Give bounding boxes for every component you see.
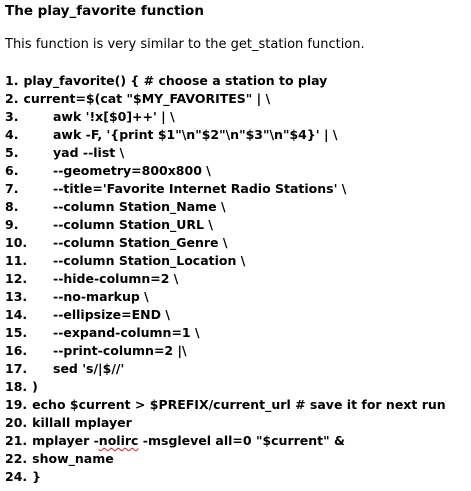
code-text: show_name <box>32 451 114 466</box>
code-line <box>5 324 471 342</box>
code-text: --geometry=800x800 \ <box>53 163 211 178</box>
code-text: yad --list \ <box>53 145 125 160</box>
code-text: --no-markup \ <box>53 289 149 304</box>
line-number: 13. <box>5 289 28 304</box>
line-number: 20. <box>5 415 28 430</box>
code-text: --column Station_Genre \ <box>53 235 228 250</box>
line-number: 10. <box>5 235 28 250</box>
code-line <box>5 396 471 414</box>
code-line <box>5 198 471 216</box>
line-number: 16. <box>5 343 28 358</box>
line-number: 5. <box>5 145 19 160</box>
code-line <box>5 90 471 108</box>
line-number: 15. <box>5 325 28 340</box>
code-text-after: -msglevel all=0 "$current" & <box>138 433 345 448</box>
code-line <box>5 378 471 396</box>
code-text: --ellipsize=END \ <box>53 307 170 322</box>
code-line <box>5 270 471 288</box>
code-text: --column Station_URL \ <box>53 217 213 232</box>
line-number: 1. <box>5 73 19 88</box>
code-text: play_favorite() { # choose a station to play <box>23 73 328 88</box>
code-line <box>5 432 471 450</box>
line-number: 24. <box>5 469 28 484</box>
code-line <box>5 360 471 378</box>
code-text: --column Station_Name \ <box>53 199 226 214</box>
code-line <box>5 144 471 162</box>
code-line <box>5 450 471 468</box>
code-text: current=$(cat "$MY_FAVORITES" | \ <box>23 91 271 106</box>
line-number: 14. <box>5 307 28 322</box>
line-number: 12. <box>5 271 28 286</box>
line-number: 8. <box>5 199 19 214</box>
code-text: --title='Favorite Internet Radio Stations' \ <box>53 181 347 196</box>
code-listing <box>5 72 471 486</box>
code-text: --print-column=2 |\ <box>53 343 187 358</box>
line-number: 17. <box>5 361 28 376</box>
code-text: --column Station_Location \ <box>53 253 246 268</box>
code-line <box>5 342 471 360</box>
intro-paragraph: This function is very similar to the get_station function. <box>5 37 365 52</box>
code-line <box>5 234 471 252</box>
line-number: 2. <box>5 91 19 106</box>
code-line <box>5 162 471 180</box>
line-number: 21. <box>5 433 28 448</box>
code-text: echo $current > $PREFIX/current_url # save it for next run <box>32 397 446 412</box>
code-text: } <box>32 469 42 484</box>
code-line <box>5 414 471 432</box>
code-line <box>5 126 471 144</box>
code-text-before: mplayer - <box>32 433 99 448</box>
line-number: 9. <box>5 217 19 232</box>
code-text: --hide-column=2 \ <box>53 271 179 286</box>
code-text: ) <box>32 379 38 394</box>
code-line <box>5 288 471 306</box>
code-line <box>5 306 471 324</box>
code-text: sed 's/|$//' <box>53 361 125 376</box>
code-text: awk -F, '{print $1"\n"$2"\n"$3"\n"$4}' | \ <box>53 127 338 142</box>
code-line <box>5 252 471 270</box>
code-line <box>5 108 471 126</box>
code-line <box>5 468 471 486</box>
line-number: 4. <box>5 127 19 142</box>
code-line <box>5 180 471 198</box>
code-text: killall mplayer <box>32 415 132 430</box>
line-number: 7. <box>5 181 19 196</box>
line-number: 3. <box>5 109 19 124</box>
line-number: 22. <box>5 451 28 466</box>
line-number: 19. <box>5 397 28 412</box>
spellcheck-marked-word: nolirc <box>98 433 139 448</box>
section-heading: The play_favorite function <box>5 3 204 19</box>
code-line <box>5 72 471 90</box>
line-number: 18. <box>5 379 28 394</box>
line-number: 11. <box>5 253 28 268</box>
line-number: 6. <box>5 163 19 178</box>
code-text: awk '!x[$0]++' | \ <box>53 109 175 124</box>
code-text: --expand-column=1 \ <box>53 325 200 340</box>
code-line <box>5 216 471 234</box>
